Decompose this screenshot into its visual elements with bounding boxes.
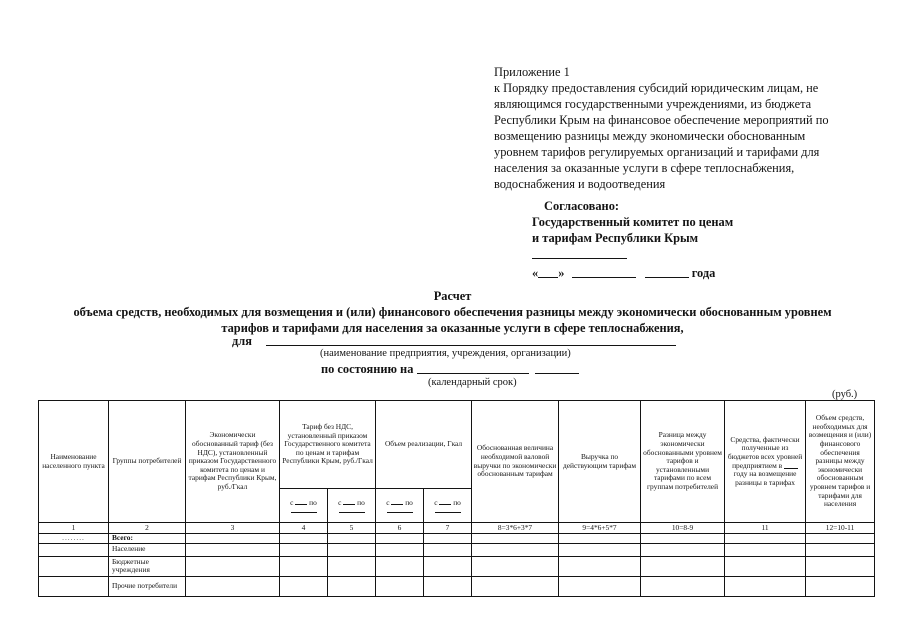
appendix-line: водоснабжения и водоотведения <box>494 177 666 191</box>
year-blank <box>645 267 689 278</box>
day-blank <box>538 267 558 278</box>
header-locality: Наименование населенного пункта <box>39 401 109 523</box>
approval-org-line: и тарифам Республики Крым <box>532 231 699 245</box>
as-of-label: по состоянию на <box>321 362 414 376</box>
as-of-blank-2 <box>535 363 579 374</box>
header-current-revenue: Выручка по действующим тарифам <box>559 401 641 523</box>
column-number: 10=8-9 <box>641 523 725 534</box>
year-word: года <box>691 266 716 280</box>
organization-line <box>232 334 676 349</box>
column-number: 11 <box>725 523 806 534</box>
column-number: 5 <box>328 523 376 534</box>
appendix-line: возмещению разницы между экономически обоснованным <box>494 129 806 143</box>
currency-unit: (руб.) <box>832 389 858 400</box>
document-subtitle: объема средств, необходимых для возмещения и (или) финансового обеспечения разницы между экономически обоснованным уровнем <box>73 305 832 319</box>
calculation-table <box>38 400 875 597</box>
consumer-group-cell: Население <box>109 543 186 556</box>
consumer-group-cell: Бюджетные учреждения <box>109 556 186 576</box>
approval-title: Согласовано: <box>544 199 620 213</box>
column-number: 4 <box>280 523 328 534</box>
header-required-funds: Объем средств, необходимых для возмещения и (или) финансового обеспечения разницы между экономически обоснованным уровнем тарифов и тарифами для населения <box>806 401 875 523</box>
column-number: 12=10-11 <box>806 523 875 534</box>
approval-block <box>532 198 832 281</box>
for-label: для <box>232 334 252 348</box>
period-cell: с по <box>328 489 376 523</box>
column-number-row <box>39 523 875 534</box>
column-number: 9=4*6+5*7 <box>559 523 641 534</box>
organization-blank <box>266 335 676 346</box>
header-budget-funds-text: Средства, фактически полученные из бюджетов всех уровней предприятием в <box>727 434 803 470</box>
appendix-block <box>494 64 854 192</box>
as-of-line <box>321 362 579 377</box>
appendix-line: к Порядку предоставления субсидий юридическим лицам, не <box>494 81 819 95</box>
period-hint: (календарный срок) <box>428 377 517 388</box>
column-number: 2 <box>109 523 186 534</box>
header-tariff-difference: Разница между экономически обоснованными уровнем тарифов и установленными тарифами по всем группам потребителей <box>641 401 725 523</box>
approval-org-line: Государственный комитет по ценам <box>532 215 734 229</box>
locality-cell <box>39 576 109 596</box>
year-blank <box>784 462 798 469</box>
document-title: Расчет <box>433 289 472 303</box>
organization-hint: (наименование предприятия, учреждения, организации) <box>320 348 571 359</box>
approval-date-line <box>532 265 832 281</box>
column-number: 1 <box>39 523 109 534</box>
appendix-line: Республики Крым на финансовое обеспечение мероприятий по <box>494 113 829 127</box>
header-justified-revenue: Обоснованная величина необходимой валовой выручки по экономически обоснованным тарифам <box>472 401 559 523</box>
column-number: 3 <box>186 523 280 534</box>
header-economic-tariff: Экономически обоснованный тариф (без НДС), установленный приказом Государственного комитета по ценам и тарифам Республики Крым, руб./Гкал <box>186 401 280 523</box>
period-cell: с по <box>376 489 424 523</box>
month-blank <box>572 267 636 278</box>
locality-cell <box>39 556 109 576</box>
header-sales-volume: Объем реализации, Гкал <box>376 401 472 489</box>
consumer-group-cell: Прочие потребители <box>109 576 186 596</box>
header-budget-funds-text-2: году на возмещение разницы в тарифах <box>733 469 797 487</box>
table-row <box>39 556 875 576</box>
appendix-line: уровнем тарифов регулируемых организаций и тарифами для <box>494 145 820 159</box>
appendix-line: Приложение 1 <box>494 65 570 79</box>
table-row <box>39 543 875 556</box>
appendix-line: населения за оказанные услуги в сфере теплоснабжения, <box>494 161 795 175</box>
table-row <box>39 534 875 544</box>
locality-cell: ........ <box>39 534 109 544</box>
table-header-row <box>39 401 875 489</box>
column-number: 6 <box>376 523 424 534</box>
consumer-group-cell: Всего: <box>109 534 186 544</box>
table-row <box>39 576 875 596</box>
as-of-blank <box>417 363 529 374</box>
appendix-line: являющимся государственными учреждениями, из бюджета <box>494 97 812 111</box>
column-number: 7 <box>424 523 472 534</box>
period-cell: с по <box>424 489 472 523</box>
date-close-quote: » <box>558 266 565 280</box>
header-tariff-without-vat: Тариф без НДС, установленный приказом Государственного комитета по ценам и тарифам Республики Крым, руб./Гкал <box>280 401 376 489</box>
date-open-quote: « <box>532 266 539 280</box>
document-subtitle: тарифов и тарифами для населения за оказанные услуги в сфере теплоснабжения, <box>221 321 684 335</box>
column-number: 8=3*6+3*7 <box>472 523 559 534</box>
locality-cell <box>39 543 109 556</box>
header-consumer-groups: Группы потребителей <box>109 401 186 523</box>
signature-line <box>532 250 627 259</box>
header-budget-funds <box>725 401 806 523</box>
period-cell: с по <box>280 489 328 523</box>
